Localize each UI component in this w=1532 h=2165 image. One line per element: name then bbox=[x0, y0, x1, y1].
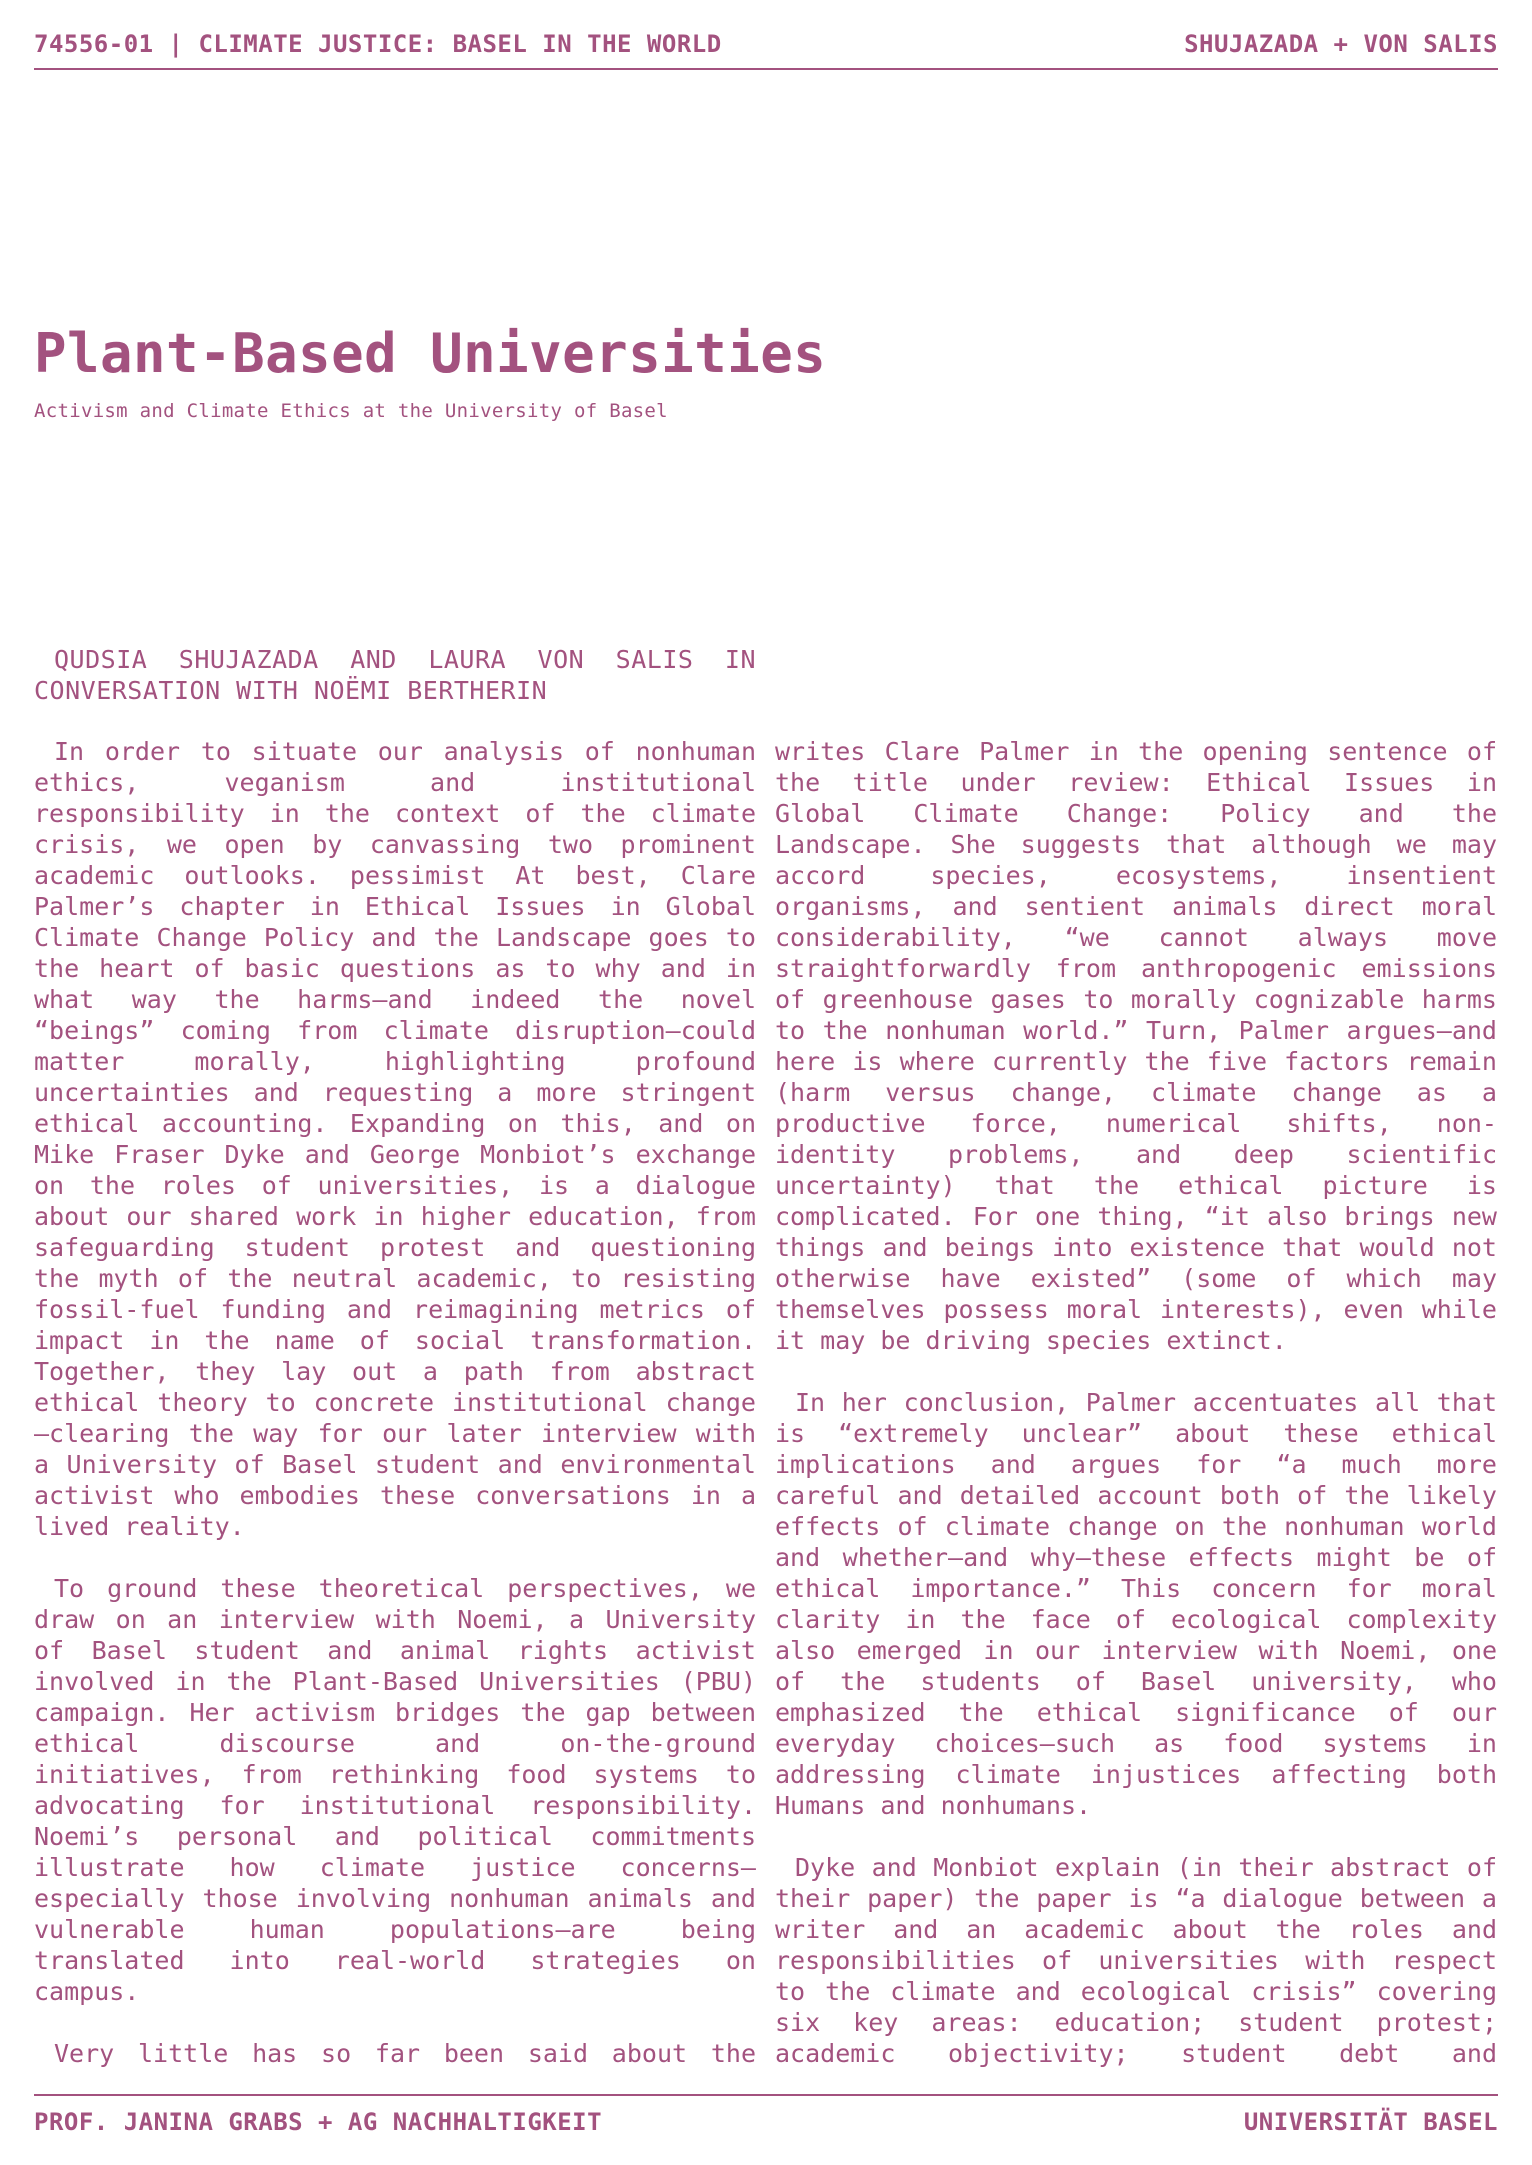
body-paragraph: In order to situate our analysis of nonhuman ethics, veganism and institutional responsibility in the context of the climate crisis, we open by canvassing two prominent academic outlooks. pessimist At best, Clare Palmer’s chapter in Ethical Issues in Global Climate Change Policy and the Landscape goes to the heart of basic questions as to why and in what way the harms—and indeed the novel “beings” coming from climate disruption—could matter morally, highlighting profound uncertainties and requesting a more stringent ethical accounting. Expanding on this, and on Mike Fraser Dyke and George Monbiot’s exchange on the roles of universities, is a dialogue about our shared work in higher education, from safeguarding student protest and questioning the myth of the neutral academic, to resisting fossil-fuel funding and reimagining metrics of impact in the name of social transformation. Together, they lay out a path from abstract ethical theory to concrete institutional change—clearing the way for our later interview with a University of Basel student and environmental activist who embodies these conversations in a lived reality. bbox=[34, 737, 756, 1541]
article-byline: QUDSIA SHUJAZADA AND LAURA VON SALIS IN CONVERSATION WITH NOËMI BERTHERIN bbox=[34, 645, 756, 705]
page-header bbox=[34, 30, 1498, 70]
footer-university: UNIVERSITÄT BASEL bbox=[1243, 2108, 1498, 2136]
header-authors: SHUJAZADA + VON SALIS bbox=[1184, 30, 1498, 58]
article-title: Plant-Based Universities bbox=[34, 322, 827, 385]
body-paragraph: In her conclusion, Palmer accentuates all that is “extremely unclear” about these ethical implications and argues for “a much more careful and detailed account both of the likely effects of climate change on the nonhuman world and whether—and why—these effects might be of ethical importance.” This concern for moral clarity in the face of ecological complexity also emerged in our interview with Noemi, one of the students of Basel university, who emphasized the ethical significance of our everyday choices—such as food systems in addressing climate injustices affecting both Humans and nonhumans. bbox=[775, 1388, 1497, 1820]
body-paragraph: Dyke and Monbiot explain (in their abstract of their paper) the paper is “a dialogue between a writer and an academic about the roles and responsibilities of universities with respect to the climate and ecological crisis” covering six key areas: education; student protest; academic objectivity; student debt and bbox=[775, 1853, 1497, 2068]
text-column-left bbox=[34, 736, 756, 2070]
body-paragraph: writes Clare Palmer in the opening sentence of the title under review: Ethical Issues in Global Climate Change: Policy and the Landscape. She suggests that although we may accord species, ecosystems, insentient organisms, and sentient animals direct moral considerability, “we cannot always move straightforwardly from anthropogenic emissions of greenhouse gases to morally cognizable harms to the nonhuman world.” Turn, Palmer argues—and here is where currently the five factors remain (harm versus change, climate change as a productive force, numerical shifts, non-identity problems, and deep scientific uncertainty) that the ethical picture is complicated. For one thing, “it also brings new things and beings into existence that would not otherwise have existed” (some of which may themselves possess moral interests), even while it may be driving species extinct. bbox=[775, 737, 1497, 1355]
article-subtitle: Activism and Climate Ethics at the University of Basel bbox=[34, 400, 668, 422]
header-course-title: 74556-01 | CLIMATE JUSTICE: BASEL IN THE WORLD bbox=[34, 30, 722, 58]
page-footer bbox=[34, 2094, 1498, 2136]
text-column-right bbox=[775, 736, 1497, 2070]
body-paragraph: To ground these theoretical perspectives, we draw on an interview with Noemi, a University of Basel student and animal rights activist involved in the Plant-Based Universities (PBU) campaign. Her activism bridges the gap between ethical discourse and on-the-ground initiatives, from rethinking food systems to advocating for institutional responsibility. Noemi’s personal and political commitments illustrate how climate justice concerns—especially those involving nonhuman animals and vulnerable human populations—are being translated into real-world strategies on campus. bbox=[34, 1574, 756, 2006]
footer-department: PROF. JANINA GRABS + AG NACHHALTIGKEIT bbox=[34, 2108, 603, 2136]
body-paragraph: Very little has so far been said about the bbox=[54, 2039, 756, 2068]
